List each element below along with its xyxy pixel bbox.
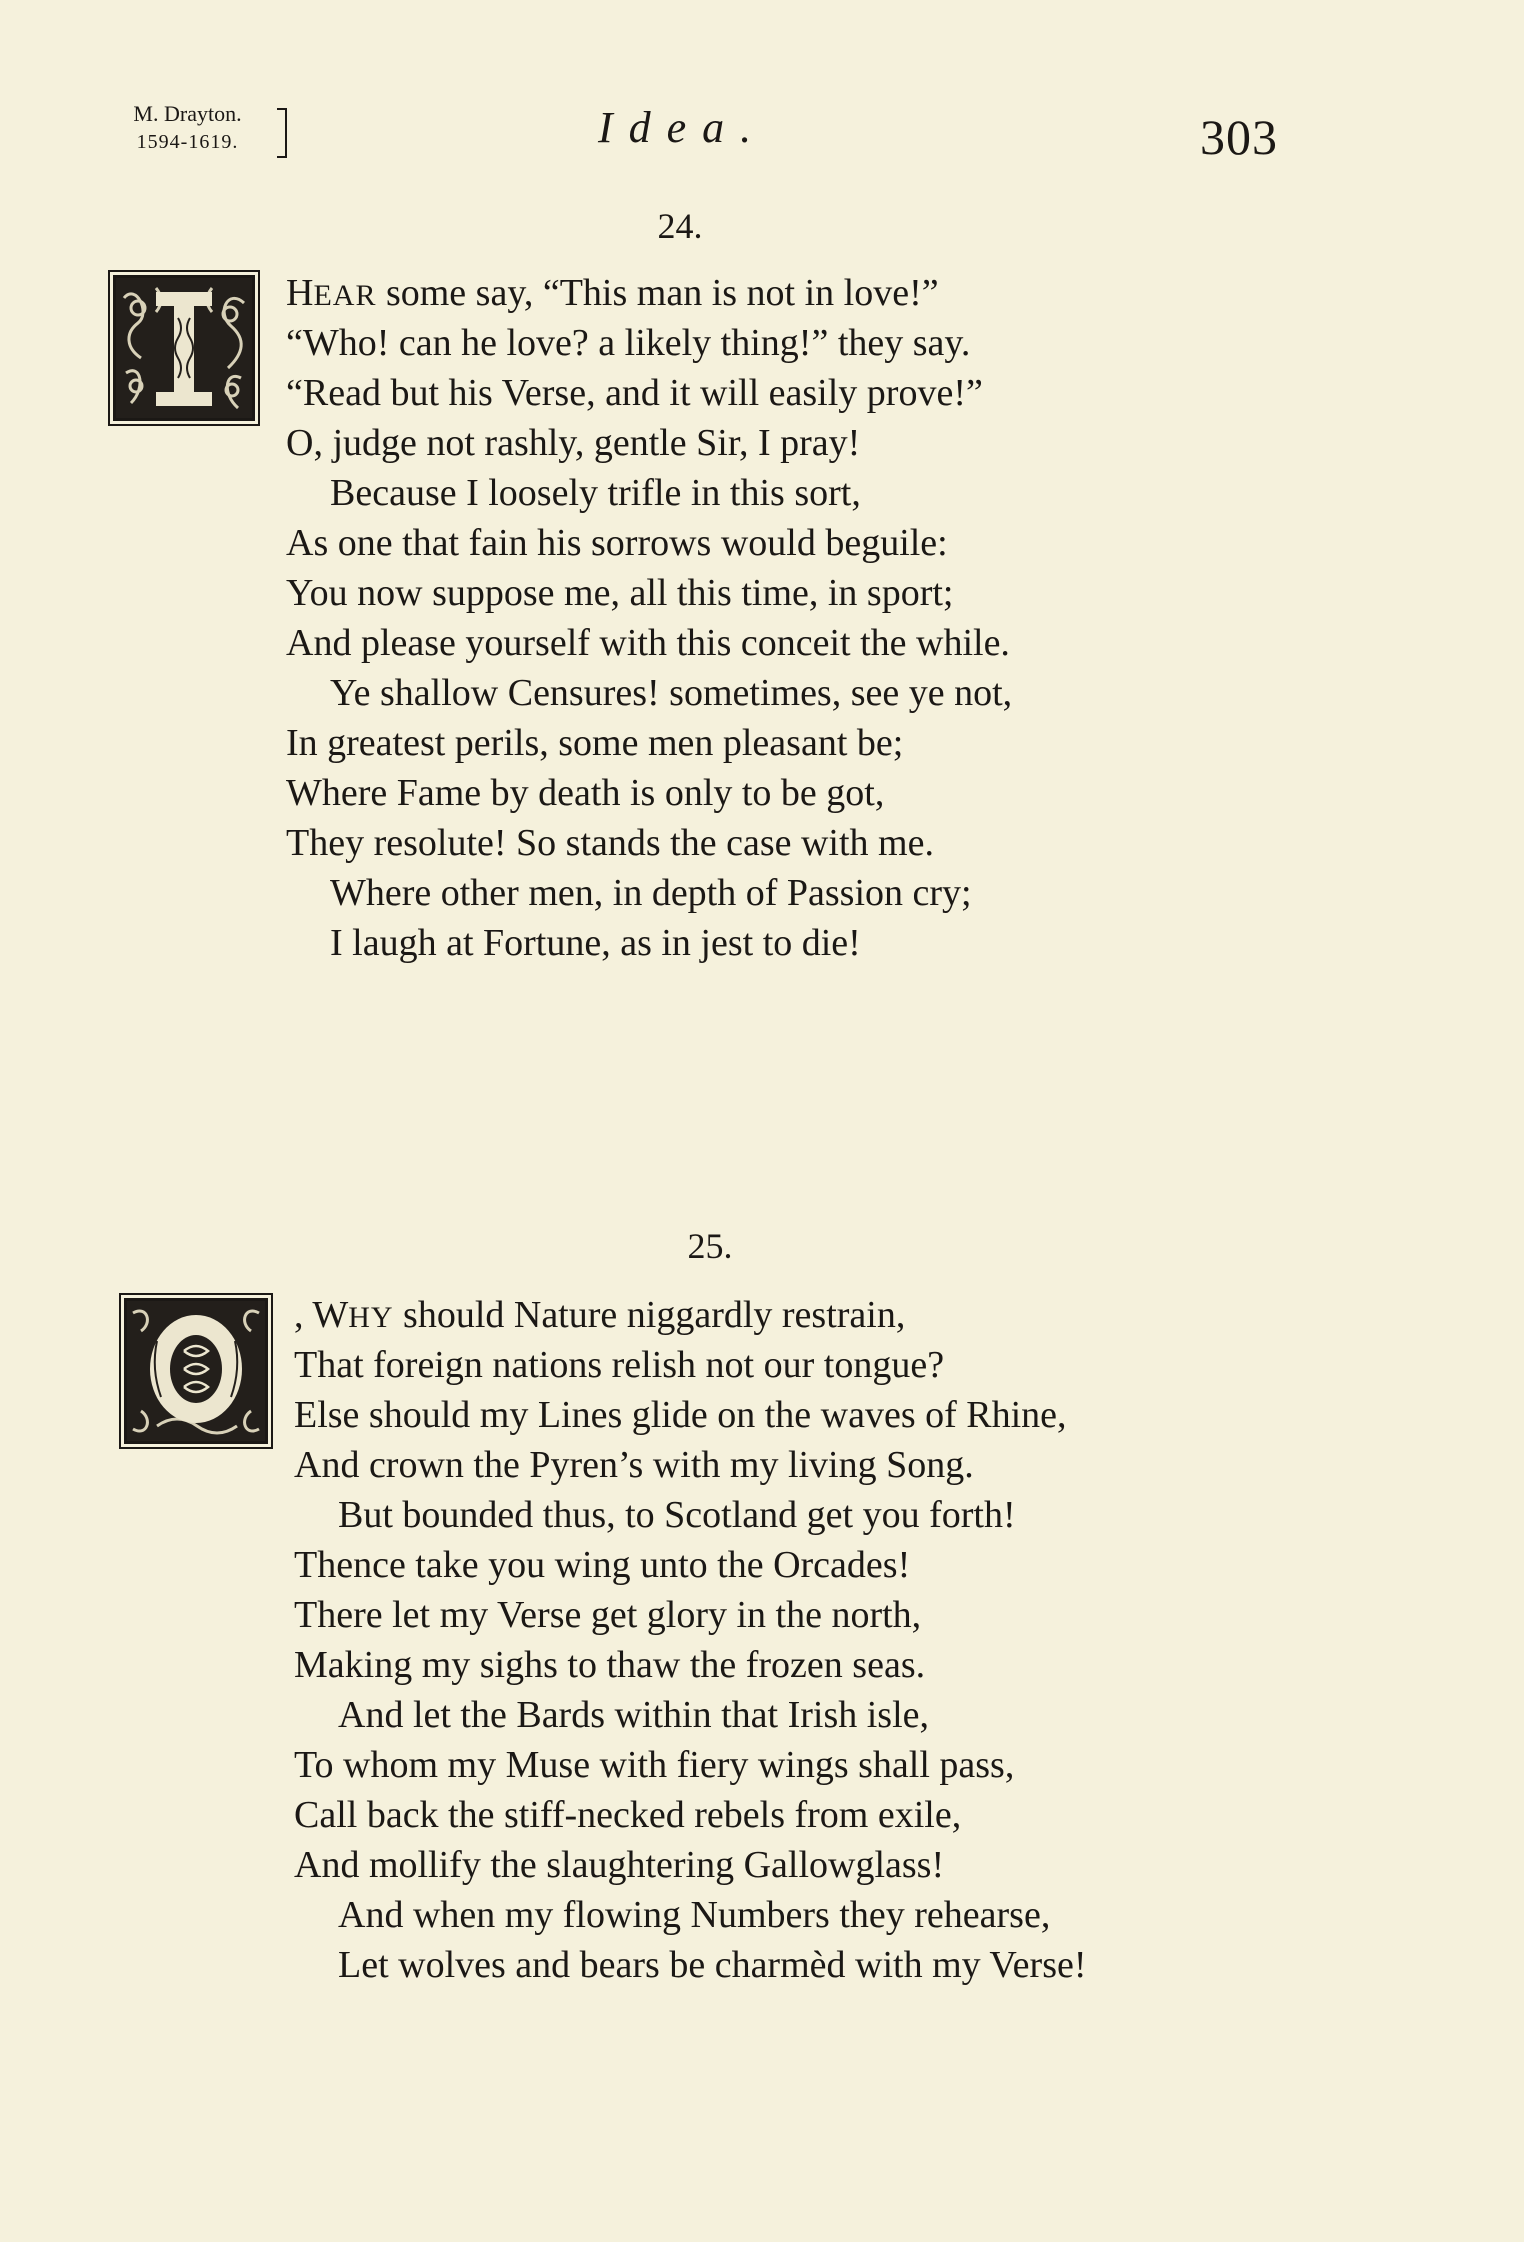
verse-line: “Who! can he love? a likely thing!” they say. [286,322,971,364]
verse-line: And please yourself with this conceit the while. [286,622,1010,664]
verse-line: , WHY should Nature niggardly restrain, [294,1294,906,1336]
decorated-initial-o [124,1298,268,1444]
page-number: 303 [1200,109,1278,165]
verse-line: To whom my Muse with fiery wings shall pass, [294,1744,1015,1786]
running-title: Idea. [598,103,768,152]
verse-line: As one that fain his sorrows would beguile: [286,522,948,564]
verse-line: In greatest perils, some men pleasant be; [286,722,904,764]
verse-line-text: should Nature niggardly restrain, [393,1294,906,1336]
sonnet-24-verse [286,268,1012,968]
verse-line: And mollify the slaughtering Gallowglass! [294,1844,945,1886]
verse-line: Else should my Lines glide on the waves of Rhine, [294,1394,1067,1436]
verse-line: There let my Verse get glory in the north, [294,1594,922,1636]
sonnet-number: 25. [687,1226,733,1266]
verse-line: Making my sighs to thaw the frozen seas. [294,1644,926,1686]
verse-line: And when my flowing Numbers they rehearse, [338,1894,1051,1936]
author-dates: 1594-1619. [136,131,239,153]
author-name: M. Drayton. [133,101,242,126]
verse-line: O, judge not rashly, gentle Sir, I pray! [286,422,861,464]
verse-line: Ye shallow Censures! sometimes, see ye not, [330,672,1013,714]
verse-line: You now suppose me, all this time, in sport; [286,572,954,614]
decorated-initial-i [113,275,255,421]
sonnet-number: 24. [657,206,703,246]
verse-line: But bounded thus, to Scotland get you forth! [338,1494,1016,1536]
floral-initial-o-icon [127,1301,265,1441]
verse-line: They resolute! So stands the case with me. [286,822,934,864]
verse-line-text: some say, “This man is not in love!” [376,272,939,314]
verse-line: Because I loosely trifle in this sort, [330,472,861,514]
verse-line: Thence take you wing unto the Orcades! [294,1544,911,1586]
verse-line: Where Fame by death is only to be got, [286,772,885,814]
attribution-bracket [277,108,287,158]
verse-line: “Read but his Verse, and it will easily prove!” [286,372,983,414]
verse-line: HEAR some say, “This man is not in love!” [286,272,939,314]
small-caps-word: HY [348,1301,394,1334]
sonnet-25-verse [294,1290,1087,1990]
floral-initial-i-icon [116,278,252,418]
verse-line: Where other men, in depth of Passion cry; [330,872,972,914]
verse-line: And crown the Pyren’s with my living Song. [294,1444,974,1486]
author-attribution [100,100,275,156]
verse-line: I laugh at Fortune, as in jest to die! [330,922,861,964]
verse-line: And let the Bards within that Irish isle, [338,1694,930,1736]
verse-line: Call back the stiff-necked rebels from exile, [294,1794,962,1836]
verse-line: That foreign nations relish not our tongue? [294,1344,945,1386]
verse-line: Let wolves and bears be charmèd with my Verse! [338,1944,1087,1986]
small-caps-word: EAR [313,279,377,312]
